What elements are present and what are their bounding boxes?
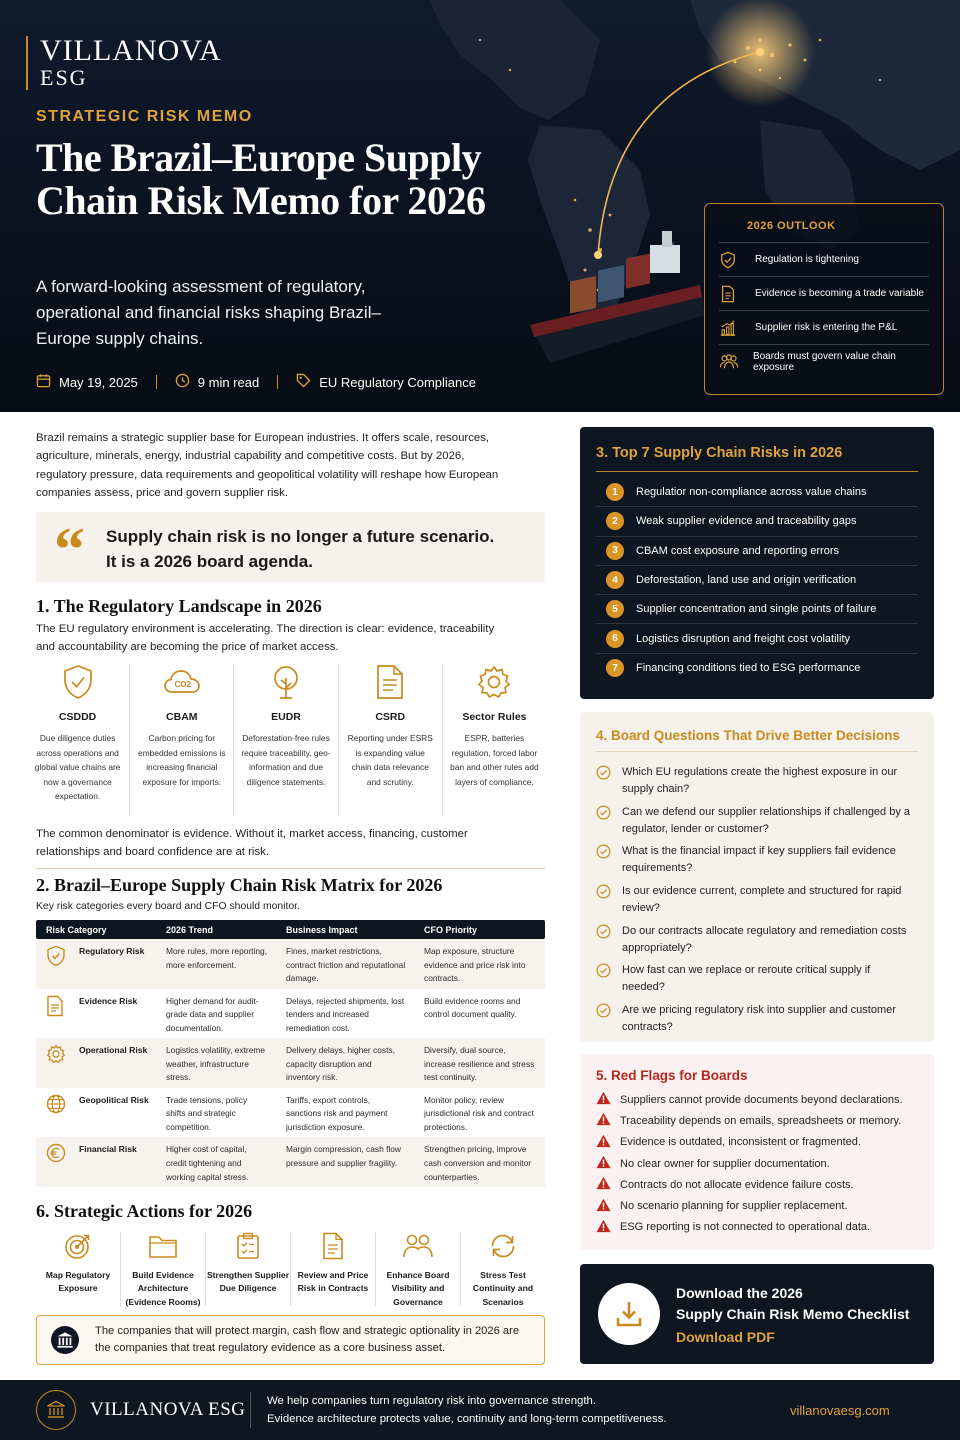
page-title: The Brazil–Europe Supply Chain Risk Memo for 2026 (36, 135, 486, 223)
red-flag-text: Suppliers cannot provide documents beyond declarations. (620, 1093, 903, 1106)
red-flag-item (596, 1217, 920, 1238)
risk-category-cell (36, 939, 156, 989)
risk-matrix-table (36, 920, 545, 1187)
document-icon (374, 687, 406, 704)
refresh-icon (489, 1247, 517, 1264)
top-risks-title: 3. Top 7 Supply Chain Risks in 2026 (596, 445, 918, 472)
impact-cell: Margin compression, cash flow pressure and supplier fragility. (286, 1144, 401, 1168)
table-body (36, 939, 545, 1187)
download-card[interactable] (580, 1264, 934, 1364)
table-row (36, 1137, 545, 1187)
regulation-desc: ESPR, batteries regulation, forced labor ban and other rules add layers of compliance. (450, 733, 539, 787)
red-flag-text: Traceability depends on emails, spreadsheets or memory. (620, 1114, 902, 1127)
meta-read-time (175, 373, 259, 391)
warning-icon (596, 1176, 620, 1193)
action-label: Enhance Board Visibility and Governance (386, 1270, 450, 1307)
board-question (596, 758, 918, 798)
co2-cloud-icon (162, 680, 202, 704)
red-flag-item (596, 1153, 920, 1174)
top-risks-panel (580, 427, 934, 699)
outlook-item-label: Supplier risk is entering the P&L (755, 322, 898, 333)
document-icon (719, 285, 755, 303)
regulation-card (234, 664, 338, 816)
board-question-text: Do our contracts allocate regulatory and remediation costs appropriately? (622, 924, 907, 954)
table-row (36, 939, 545, 989)
check-circle-icon (596, 1002, 622, 1024)
red-flag-item (596, 1195, 920, 1216)
quote-line2: It is a 2026 board agenda. (106, 552, 313, 571)
check-circle-icon (596, 883, 622, 905)
regulation-name: CSRD (375, 711, 406, 723)
risk-item (596, 595, 918, 624)
header-cell: Business Impact (286, 924, 358, 935)
red-flag-text: No scenario planning for supplier replacement. (620, 1200, 848, 1213)
priority-cell: Build evidence rooms and control document quality. (424, 995, 521, 1020)
header-cell: Risk Category (46, 924, 107, 935)
regulation-desc: Deforestation-free rules require traceability, geo-information and due diligence statements. (241, 733, 331, 787)
download-pdf-link[interactable]: Download PDF (676, 1329, 775, 1345)
risk-number: 6 (606, 630, 624, 648)
people-icon (402, 1247, 434, 1264)
board-question (596, 917, 918, 957)
outlook-item-label: Evidence is becoming a trade variable (755, 288, 924, 299)
regulation-name: CBAM (166, 711, 198, 723)
risk-category-name: Regulatory Risk (79, 946, 145, 956)
regulation-card (339, 664, 443, 816)
footer-website-link[interactable]: villanovaesg.com (790, 1402, 890, 1418)
board-questions-panel (580, 712, 934, 1042)
risk-number: 1 (606, 483, 624, 501)
risk-number: 2 (606, 512, 624, 530)
warning-icon (596, 1198, 620, 1215)
action-item (36, 1232, 121, 1306)
download-line1: Download the 2026 (676, 1285, 803, 1301)
action-item (376, 1232, 461, 1306)
bank-icon (51, 1326, 79, 1354)
table-row (36, 989, 545, 1039)
board-question-text: Which EU regulations create the highest exposure in our supply chain? (622, 766, 898, 795)
target-icon (64, 1247, 92, 1264)
board-question-text: How fast can we replace or reroute critical supply if needed? (622, 964, 871, 994)
footer-line2: Evidence architecture protects value, continuity and long-term competitiveness. (267, 1413, 667, 1425)
section6-title: 6. Strategic Actions for 2026 (36, 1201, 253, 1221)
red-flag-text: ESG reporting is not connected to operational data. (620, 1221, 871, 1234)
outlook-item-label: Regulation is tightening (755, 254, 859, 265)
section-divider (36, 868, 545, 869)
board-question (596, 837, 918, 877)
risk-category-cell (36, 1088, 156, 1138)
risk-label: Deforestation, land use and origin verification (636, 574, 857, 587)
impact-cell: Delivery delays, higher costs, capacity disruption and inventory risk. (286, 1045, 395, 1083)
page-footer (0, 1380, 960, 1440)
red-flag-text: Evidence is outdated, inconsistent or fragmented. (620, 1136, 861, 1149)
impact-cell: Tariffs, export controls, sanctions risk and payment jurisdiction exposure. (286, 1094, 388, 1132)
folder-icon (148, 1247, 178, 1264)
footer-description (250, 1392, 790, 1428)
red-flags-title: 5. Red Flags for Boards (596, 1068, 748, 1083)
red-flag-text: Contracts do not allocate evidence failure costs. (620, 1178, 854, 1191)
meta-tag[interactable] (296, 373, 476, 391)
action-label: Build Evidence Architecture (Evidence Rooms) (125, 1270, 201, 1307)
regulation-name: Sector Rules (462, 711, 527, 723)
tree-icon (268, 687, 304, 704)
table-header (36, 920, 545, 939)
kicker-label: STRATEGIC RISK MEMO (36, 108, 253, 125)
regulation-card (443, 664, 546, 816)
table-row (36, 1038, 545, 1088)
bank-icon (36, 1390, 76, 1430)
hero-banner (0, 0, 960, 412)
action-item (121, 1232, 206, 1306)
section2-subtitle: Key risk categories every board and CFO should monitor. (36, 901, 300, 912)
action-label: Review and Price Risk in Contracts (297, 1270, 369, 1294)
board-question-text: Is our evidence current, complete and structured for rapid review? (622, 885, 902, 915)
download-text (676, 1283, 909, 1345)
trend-cell: Logistics volatility, extreme weather, infrastructure stress. (166, 1045, 265, 1083)
check-circle-icon (596, 843, 622, 865)
risk-number: 3 (606, 542, 624, 560)
action-item (206, 1232, 291, 1306)
check-circle-icon (596, 804, 622, 826)
board-question-text: Are we pricing regulatory risk into supplier and customer contracts? (622, 1004, 896, 1034)
risk-label: Regulatior non-compliance across value chains (636, 486, 867, 499)
shield-check-icon (61, 687, 95, 704)
article-meta (36, 373, 476, 391)
risk-category-name: Financial Risk (79, 1144, 137, 1155)
strategic-actions (36, 1232, 545, 1306)
meta-tag-text: EU Regulatory Compliance (319, 374, 476, 390)
priority-cell: Strengthen pricing, improve cash conversion and monitor counterparties. (424, 1144, 532, 1182)
svg-text:CO2: CO2 (174, 680, 191, 689)
warning-icon (596, 1219, 620, 1236)
bar-chart-icon (719, 319, 755, 337)
quote-mark-icon: “ (54, 516, 85, 584)
people-icon (719, 353, 753, 371)
warning-icon (596, 1091, 620, 1108)
warning-icon (596, 1134, 620, 1151)
risk-number: 5 (606, 600, 624, 618)
risk-item (596, 507, 918, 536)
calendar-icon (36, 373, 51, 391)
risk-label: CBAM cost exposure and reporting errors (636, 544, 839, 557)
shield-check-icon (719, 251, 755, 269)
action-label: Stress Test Continuity and Scenarios (472, 1270, 534, 1307)
tag-icon (296, 373, 311, 391)
shield-check-icon (46, 945, 79, 972)
check-circle-icon (596, 962, 622, 984)
regulation-card (130, 664, 234, 816)
regulation-grid (26, 664, 546, 816)
board-question (596, 956, 918, 996)
trend-cell: Higher cost of capital, credit tightening and working capital stress. (166, 1144, 249, 1182)
regulation-desc: Reporting under ESRS is expanding value chain data relevance and scrutiny. (347, 733, 433, 787)
action-item (291, 1232, 376, 1306)
meta-date-text: May 19, 2025 (59, 374, 138, 390)
euro-icon (46, 1143, 79, 1168)
risk-category-cell (36, 1038, 156, 1088)
risk-label: Supplier concentration and single points of failure (636, 603, 877, 616)
risk-label: Financing conditions tied to ESG performance (636, 662, 861, 675)
risk-category-name: Evidence Risk (79, 995, 138, 1006)
regulation-name: CSDDD (58, 711, 97, 723)
meta-read-time-text: 9 min read (197, 374, 260, 390)
logo-line1: VILLANOVA (40, 34, 222, 67)
outlook-item (719, 242, 929, 276)
section2-title: 2. Brazil–Europe Supply Chain Risk Matrix for 2026 (36, 875, 443, 895)
trend-cell: More rules, more reporting, more enforcement. (166, 946, 268, 970)
risk-item (596, 537, 918, 566)
brand-logo (26, 36, 222, 90)
red-flag-item (596, 1174, 920, 1195)
meta-date (36, 373, 138, 391)
clipboard-check-icon (235, 1247, 261, 1264)
logo-line2: ESG (40, 65, 88, 90)
priority-cell: Monitor policy, review jurisdictional risk and contract protections. (424, 1094, 534, 1132)
warning-icon (596, 1155, 620, 1172)
page-subtitle: A forward-looking assessment of regulatory, operational and financial risks shaping Brazil–Europe supply chains. (36, 277, 381, 348)
header-cell: 2026 Trend (166, 924, 214, 935)
red-flags-panel (580, 1054, 934, 1250)
section1-title: 1. The Regulatory Landscape in 2026 (36, 596, 322, 616)
download-line2: Supply Chain Risk Memo Checklist (676, 1306, 910, 1322)
risk-category-name: Geopolitical Risk (79, 1094, 149, 1105)
board-question (596, 877, 918, 917)
outlook-panel (704, 203, 944, 395)
gear-icon (476, 687, 512, 704)
action-label: Map Regulatory Exposure (45, 1270, 111, 1294)
warning-icon (596, 1112, 620, 1129)
risk-number: 7 (606, 659, 624, 677)
outlook-item (719, 344, 929, 378)
regulation-card (26, 664, 130, 816)
risk-category-cell (36, 1137, 156, 1187)
board-question-text: What is the financial impact if key suppliers fail evidence requirements? (622, 845, 896, 875)
trend-cell: Trade tensions, policy shifts and strategic competition. (166, 1094, 248, 1132)
red-flag-item (596, 1132, 920, 1153)
table-row (36, 1088, 545, 1138)
intro-paragraph: Brazil remains a strategic supplier base for European industries. It offers scale, resources, agriculture, minerals, energy, industrial capability and competitive costs. But by 2026, regulatory pressure, data requirements and geopolitical volatility will reshape how European companies assess, price and govern supplier risk. (36, 432, 499, 499)
risk-item (596, 478, 918, 507)
gear-icon (46, 1044, 79, 1069)
pull-quote (36, 512, 545, 582)
section1-footer: The common denominator is evidence. Without it, market access, financing, customer relationships and board confidence are at risk. (36, 828, 468, 858)
action-label: Strengthen Supplier Due Diligence (206, 1270, 290, 1294)
check-circle-icon (596, 923, 622, 945)
risk-item (596, 624, 918, 653)
red-flag-item (596, 1089, 920, 1110)
download-icon (598, 1283, 660, 1345)
red-flag-text: No clear owner for supplier documentation. (620, 1157, 830, 1170)
risk-label: Weak supplier evidence and traceability gaps (636, 515, 857, 528)
header-cell: CFO Priority (424, 924, 478, 935)
risk-category-cell (36, 989, 156, 1039)
board-question (596, 798, 918, 838)
outlook-item (719, 276, 929, 310)
globe-icon (46, 1094, 79, 1119)
outlook-item-label: Boards must govern value chain exposure (752, 350, 896, 373)
impact-cell: Delays, rejected shipments, lost tenders and increased remediation cost. (286, 995, 405, 1033)
clock-icon (175, 373, 190, 391)
risk-item (596, 566, 918, 595)
document-icon (321, 1247, 345, 1264)
board-questions-title: 4. Board Questions That Drive Better Decisions (596, 728, 918, 752)
risk-label: Logistics disruption and freight cost volatility (636, 632, 850, 645)
priority-cell: Map exposure, structure evidence and price risk into contracts. (424, 946, 526, 984)
section1-body: The EU regulatory environment is accelerating. The direction is clear: evidence, traceability and accountability are becoming the price of market access. (36, 623, 495, 653)
risk-number: 4 (606, 571, 624, 589)
outlook-title: 2026 OUTLOOK (747, 220, 836, 232)
red-flag-item (596, 1110, 920, 1131)
check-circle-icon (596, 764, 622, 786)
regulation-name: EUDR (271, 711, 301, 723)
regulation-desc: Carbon pricing for embedded emissions is increasing financial exposure for imports. (138, 733, 226, 787)
action-item (461, 1232, 545, 1306)
board-question-text: Can we defend our supplier relationships if challenged by a regulator, lender or customer? (622, 805, 911, 835)
regulation-desc: Due diligence duties across operations and global value chains are now a governance expectation. (34, 733, 121, 802)
priority-cell: Diversify, dual source, increase resilience and stress test continuity. (424, 1045, 535, 1083)
document-icon (46, 995, 79, 1022)
outlook-item (719, 310, 929, 344)
closing-callout (36, 1315, 545, 1365)
footer-brand-name: VILLANOVA ESG (90, 1399, 246, 1420)
trend-cell: Higher demand for audit-grade data and supplier documentation. (166, 995, 259, 1033)
impact-cell: Fines, market restrictions, contract friction and reputational damage. (286, 946, 406, 984)
risk-category-name: Operational Risk (79, 1045, 148, 1056)
footer-brand (0, 1390, 250, 1430)
quote-line1: Supply chain risk is no longer a future scenario. (106, 527, 495, 546)
callout-text: The companies that will protect margin, cash flow and strategic optionality in 2026 are the companies that treat regulatory evidence as a core business asset. (95, 1325, 520, 1354)
footer-line1: We help companies turn regulatory risk into governance strength. (267, 1395, 597, 1407)
risk-item (596, 654, 918, 683)
board-question (596, 996, 918, 1036)
